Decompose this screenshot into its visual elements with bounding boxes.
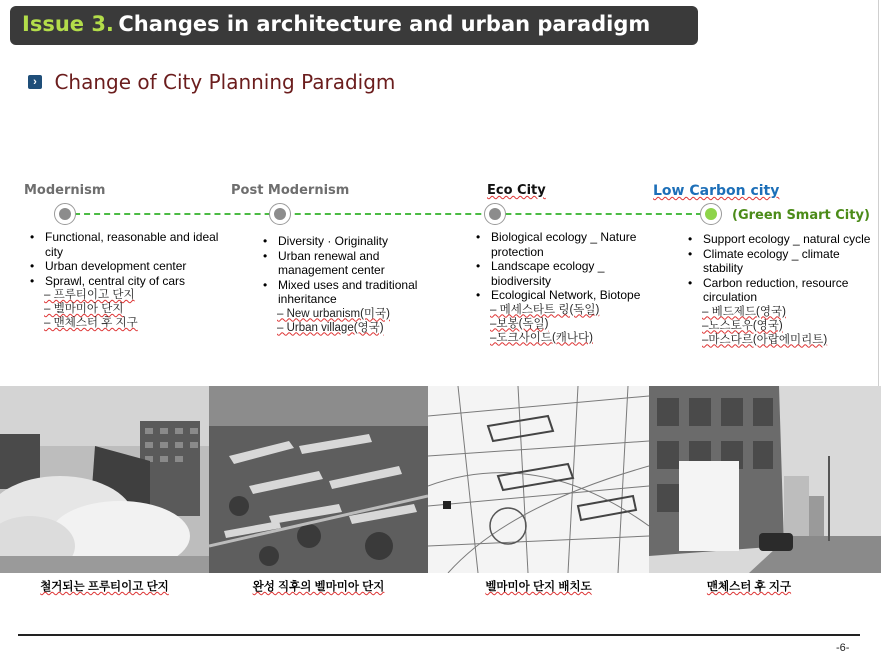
- example-list: [28, 288, 238, 330]
- stage-label-eco-city: Eco City: [487, 183, 546, 198]
- example-item: – Urban village(영국): [277, 321, 384, 334]
- example-item: – New urbanism(미국): [277, 307, 390, 320]
- photo-caption: 벨마미아 단지 배치도: [485, 581, 592, 593]
- photo-caption: 맨체스터 후 지구: [706, 581, 792, 593]
- list-item: • Landscape ecology _ biodiversity: [474, 259, 664, 288]
- example-item: – 메세스타트 링(독일): [490, 303, 600, 316]
- list-item: • Support ecology _ natural cycle: [686, 232, 871, 247]
- timeline-node-post-modernism: [269, 203, 291, 225]
- list-item: • Biological ecology _ Nature protection: [474, 230, 664, 259]
- stage-list-low-carbon: [686, 232, 871, 347]
- photo-residential-street: [649, 386, 881, 573]
- example-list: [686, 305, 871, 347]
- stage-label-low-carbon: Low Carbon city: [653, 183, 780, 199]
- list-item: • Diversity · Originality: [261, 234, 446, 249]
- example-item: – 베드제드(영국): [702, 305, 786, 318]
- timeline-node-low-carbon: [700, 203, 722, 225]
- stage-list-post-modernism: [261, 234, 446, 335]
- timeline-node-modernism: [54, 203, 76, 225]
- list-item: • Climate ecology _ climate stability: [686, 247, 871, 276]
- photo-caption: 완성 직후의 벨마미아 단지: [252, 581, 385, 593]
- example-item: – 벨마미아 단지: [44, 303, 124, 315]
- page-number: -6-: [836, 642, 850, 654]
- timeline-node-eco-city: [484, 203, 506, 225]
- example-item: – 프루티이고 단지: [44, 289, 135, 301]
- section-heading-text: Change of City Planning Paradigm: [54, 70, 396, 94]
- photo-demolition: [0, 386, 209, 573]
- stage-label-green-smart: (Green Smart City): [732, 208, 870, 223]
- example-item: –도크사이드(캐나다): [490, 331, 593, 344]
- list-item: • Mixed uses and traditional inheritance: [261, 278, 446, 307]
- stage-label-post-modernism: Post Modernism: [231, 183, 350, 198]
- chevron-right-icon: ›: [28, 75, 42, 89]
- list-item: • Ecological Network, Biotope: [474, 288, 664, 303]
- right-divider: [878, 0, 879, 390]
- example-item: – 맨체스터 후 지구: [44, 317, 138, 329]
- stage-list-eco-city: [474, 230, 664, 345]
- example-list: [474, 303, 664, 345]
- title-bar: [10, 6, 698, 45]
- timeline-line: [64, 213, 712, 215]
- footer-divider: [18, 634, 860, 636]
- list-item: • Sprawl, central city of cars: [28, 274, 238, 289]
- photo-aerial-estate: [209, 386, 428, 573]
- example-item: –노스토우(영국): [702, 319, 783, 332]
- issue-number: Issue 3.: [22, 12, 114, 36]
- section-heading: [28, 70, 395, 94]
- list-item: • Functional, reasonable and ideal city: [28, 230, 238, 259]
- example-item: –마스다르(아랍에미리트): [702, 333, 828, 346]
- list-item: • Urban renewal and management center: [261, 249, 446, 278]
- photo-site-plan: [428, 386, 649, 573]
- page-title: Changes in architecture and urban paradigm: [118, 12, 651, 36]
- photo-caption: 철거되는 프루티이고 단지: [40, 581, 169, 593]
- example-list: [261, 307, 446, 335]
- list-item: • Carbon reduction, resource circulation: [686, 276, 871, 305]
- example-item: –보봉(독일): [490, 317, 549, 330]
- list-item: • Urban development center: [28, 259, 238, 274]
- stage-label-modernism: Modernism: [24, 183, 106, 198]
- stage-list-modernism: [28, 230, 238, 330]
